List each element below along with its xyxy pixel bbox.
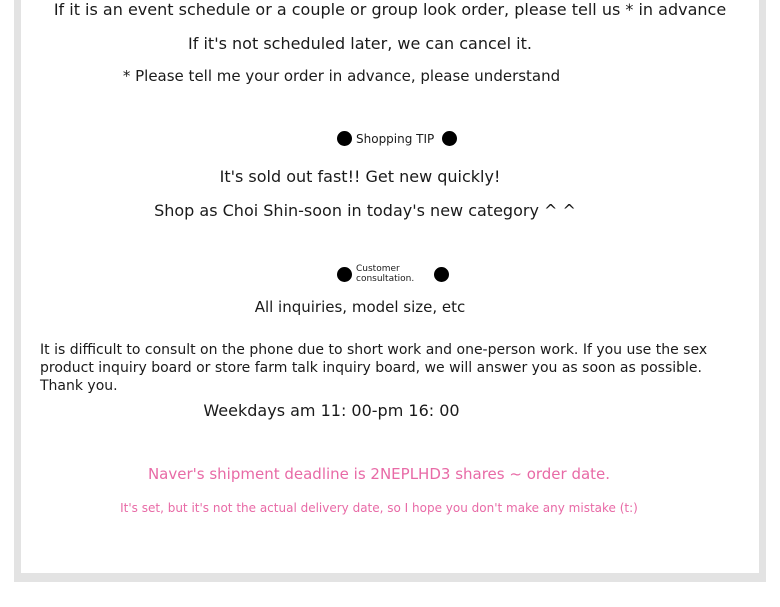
consultation-subtitle: All inquiries, model size, etc — [254, 298, 466, 316]
shipment-note: It's set, but it's not the actual delivery date, so I hope you don't make any mistake (t:) — [120, 501, 638, 515]
business-hours: Weekdays am 11: 00-pm 16: 00 — [203, 401, 460, 420]
order-notice-line-1: If it is an event schedule or a couple or group look order, please tell us * in advance — [53, 0, 727, 19]
shopping-tip-line-1: It's sold out fast!! Get new quickly! — [219, 167, 501, 186]
consultation-label: Customer consultation. — [356, 264, 415, 284]
notice-panel — [21, 0, 759, 573]
consultation-header — [337, 264, 449, 284]
order-notice-line-2: If it's not scheduled later, we can cancel it. — [188, 34, 532, 53]
shopping-tip-line-2: Shop as Choi Shin-soon in today's new category ^ ^ — [154, 201, 576, 220]
shopping-tip-header — [337, 131, 457, 146]
bullet-dot-icon — [337, 267, 352, 282]
consultation-paragraph: It is difficult to consult on the phone due to short work and one-person work. If you use the sex product inquiry board or store farm talk inquiry board, we will answer you as soon as possible. Thank you. — [40, 342, 708, 394]
bullet-dot-icon — [434, 267, 449, 282]
bullet-dot-icon — [442, 131, 457, 146]
shipment-deadline: Naver's shipment deadline is 2NEPLHD3 shares ~ order date. — [147, 465, 611, 483]
shopping-tip-label: Shopping TIP — [356, 131, 435, 146]
order-notice-line-3: * Please tell me your order in advance, please understand — [122, 67, 561, 85]
bullet-dot-icon — [337, 131, 352, 146]
notice-frame — [14, 0, 766, 582]
